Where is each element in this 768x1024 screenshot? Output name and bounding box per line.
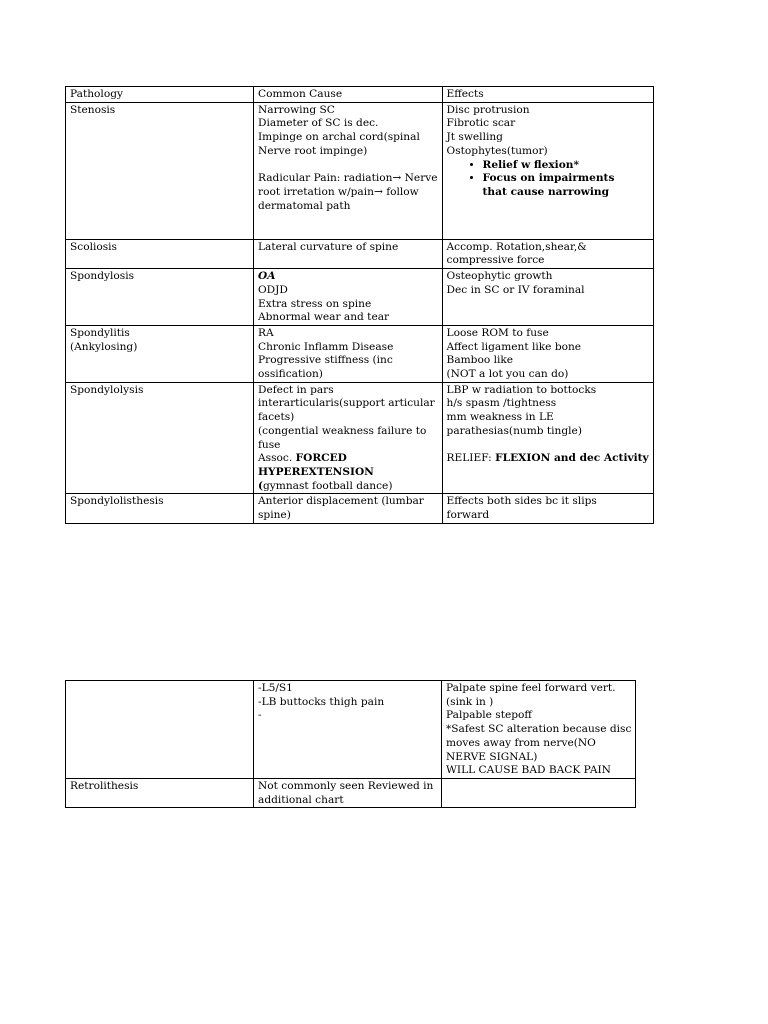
table-header-row	[66, 87, 654, 103]
table-row	[66, 494, 654, 523]
effects-cell: Loose ROM to fuse Affect ligament like bone Bamboo like (NOT a lot you can do)	[442, 325, 653, 382]
effects-cell: Effects both sides bc it slips forward	[442, 494, 653, 523]
pathology-cell	[66, 681, 254, 779]
pathology-table	[65, 86, 654, 524]
pathology-cell: Retrolithesis	[66, 778, 254, 807]
effects-cell: Osteophytic growth Dec in SC or IV foraminal	[442, 269, 653, 326]
cause-cell: Not commonly seen Reviewed in additional chart	[254, 778, 442, 807]
table-row	[66, 239, 654, 268]
header-cell: Common Cause	[254, 87, 443, 103]
list-item: • Focus on impairments that cause narrowing	[483, 172, 649, 199]
pathology-cell: Spondylolysis	[66, 382, 254, 494]
table-row	[66, 382, 654, 494]
continuation-table	[65, 680, 636, 808]
cause-cell: Anterior displacement (lumbar spine)	[254, 494, 443, 523]
table-row	[66, 778, 636, 807]
table-row	[66, 681, 636, 779]
blank-line	[258, 159, 438, 173]
pathology-cell: Spondylolisthesis	[66, 494, 254, 523]
cause-cell: -L5/S1 -LB buttocks thigh pain -	[254, 681, 442, 779]
list-item: • Relief w flexion*	[483, 159, 649, 173]
blank-line	[447, 439, 649, 453]
effects-cell: Disc protrusion Fibrotic scar Jt swelling Ostophytes(tumor) • Relief w flexion* • Focus on impairments that cause narrowing	[442, 102, 653, 239]
table-row	[66, 102, 654, 239]
pathology-cell: Spondylosis	[66, 269, 254, 326]
cause-cell: Narrowing SC Diameter of SC is dec. Impinge on archal cord(spinal Nerve root impinge) Radicular Pain: radiation→ Nerve root irretation w/pain→ follow dermatomal path	[254, 102, 443, 239]
cause-cell: OA ODJD Extra stress on spine Abnormal wear and tear	[254, 269, 443, 326]
pathology-cell: Stenosis	[66, 102, 254, 239]
header-cell: Effects	[442, 87, 653, 103]
bullet-list	[447, 159, 649, 200]
effects-cell: Palpate spine feel forward vert. (sink in ) Palpable stepoff *Safest SC alteration because disc moves away from nerve(NO NERVE SIGNAL) WILL CAUSE BAD BACK PAIN	[442, 681, 636, 779]
effects-cell: Accomp. Rotation,shear,& compressive force	[442, 239, 653, 268]
header-cell: Pathology	[66, 87, 254, 103]
table-row	[66, 269, 654, 326]
cause-cell: Lateral curvature of spine	[254, 239, 443, 268]
cause-cell: RA Chronic Inflamm Disease Progressive stiffness (inc ossification)	[254, 325, 443, 382]
effects-cell	[442, 778, 636, 807]
cause-cell: Defect in pars interarticularis(support articular facets) (congential weakness failure to fuse Assoc. FORCED HYPEREXTENSION (gymnast football dance)	[254, 382, 443, 494]
table-row	[66, 325, 654, 382]
effects-cell: LBP w radiation to bottocks h/s spasm /tightness mm weakness in LE parathesias(numb tingle) RELIEF: FLEXION and dec Activity	[442, 382, 653, 494]
pathology-cell: Scoliosis	[66, 239, 254, 268]
pathology-cell: Spondylitis (Ankylosing)	[66, 325, 254, 382]
